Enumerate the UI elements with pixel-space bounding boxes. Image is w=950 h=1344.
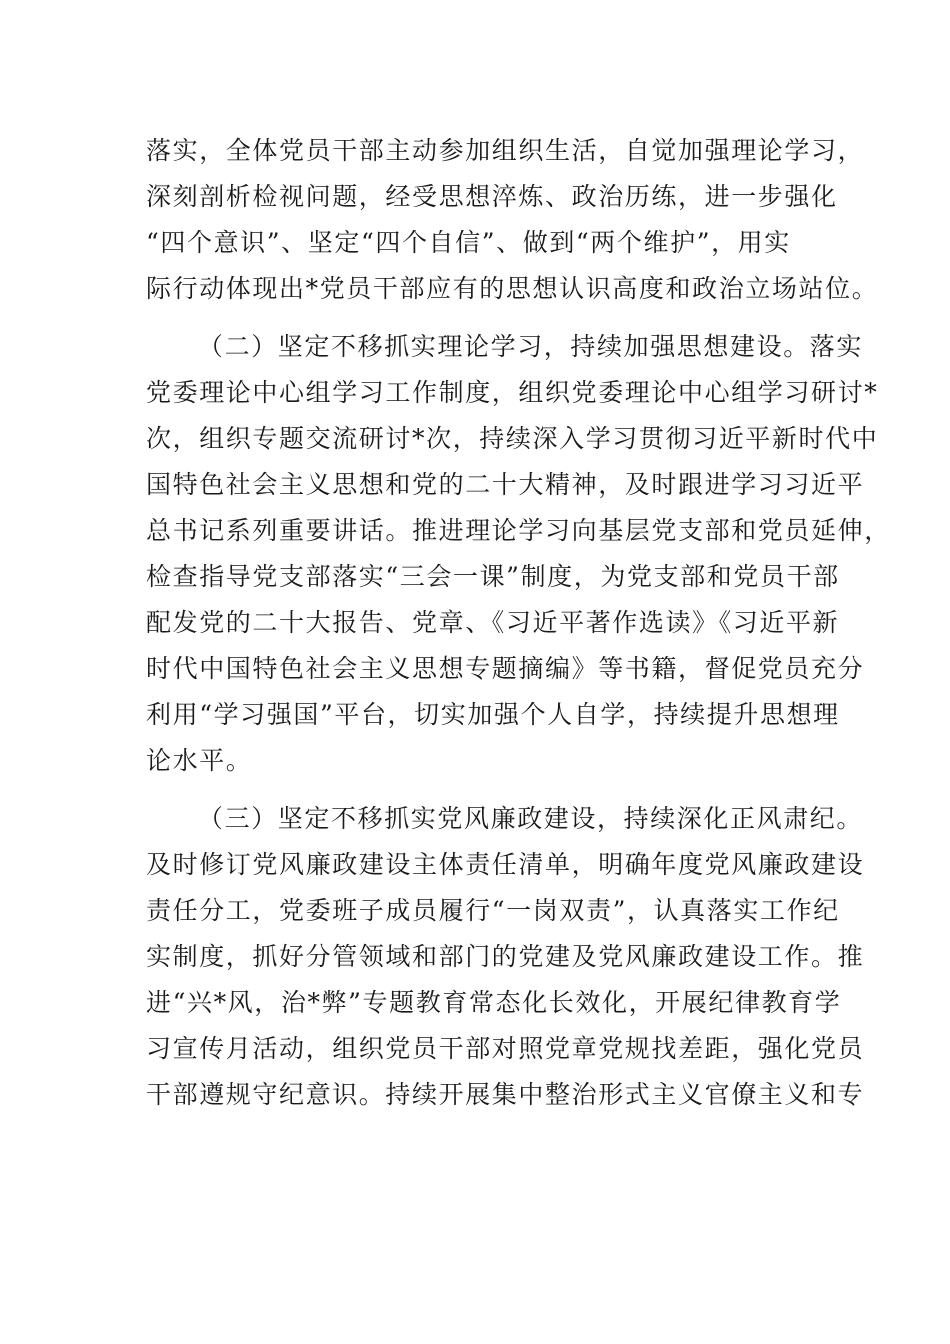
paragraph-3 — [146, 796, 865, 1118]
text-line: 实制度，抓好分管领域和部门的党建及党风廉政建设工作。推 — [146, 942, 865, 971]
paragraph-1 — [146, 128, 879, 312]
text-line: 论水平。 — [146, 746, 253, 775]
text-line: （二）坚定不移抓实理论学习，持续加强思想建设。落实 — [198, 332, 864, 361]
text-line: 及时修订党风廉政建设主体责任清单，明确年度党风廉政建设 — [146, 850, 865, 879]
paragraph-2 — [146, 324, 891, 784]
text-line: 检查指导党支部落实“三会一课”制度，为党支部和党员干部 — [146, 562, 840, 591]
text-line: 时代中国特色社会主义思想专题摘编》等书籍，督促党员充分 — [146, 654, 865, 683]
text-line: （三）坚定不移抓实党风廉政建设，持续深化正风肃纪。 — [198, 804, 864, 833]
text-line: 深刻剖析检视问题，经受思想淬炼、政治历练，进一步强化 — [146, 182, 838, 211]
text-line: 总书记系列重要讲话。推进理论学习向基层党支部和党员延伸， — [146, 516, 891, 545]
text-line: 国特色社会主义思想和党的二十大精神，及时跟进学习习近平 — [146, 470, 865, 499]
text-line: 进“兴*风，治*弊”专题教育常态化长效化，开展纪律教育学 — [146, 988, 842, 1017]
text-line: 配发党的二十大报告、党章、《习近平著作选读》《习近平新 — [146, 608, 840, 637]
text-line: 习宣传月活动，组织党员干部对照党章党规找差距，强化党员 — [146, 1034, 865, 1063]
paragraph-spacer — [146, 312, 796, 324]
document-body — [146, 128, 891, 1118]
text-line: 次，组织专题交流研讨*次，持续深入学习贯彻习近平新时代中 — [146, 424, 879, 453]
text-line: 党委理论中心组学习工作制度，组织党委理论中心组学习研讨* — [146, 378, 879, 407]
text-line: 干部遵规守纪意识。持续开展集中整治形式主义官僚主义和专 — [146, 1080, 865, 1109]
text-line: 落实，全体党员干部主动参加组织生活，自觉加强理论学习， — [146, 136, 865, 165]
text-line: 责任分工，党委班子成员履行“一岗双责”，认真落实工作纪 — [146, 896, 840, 925]
paragraph-spacer — [146, 784, 796, 796]
text-line: 际行动体现出*党员干部应有的思想认识高度和政治立场站位。 — [146, 274, 879, 303]
text-line: “四个意识”、坚定“四个自信”、做到“两个维护”，用实 — [146, 228, 791, 257]
text-line: 利用“学习强国”平台，切实加强个人自学，持续提升思想理 — [146, 700, 840, 729]
